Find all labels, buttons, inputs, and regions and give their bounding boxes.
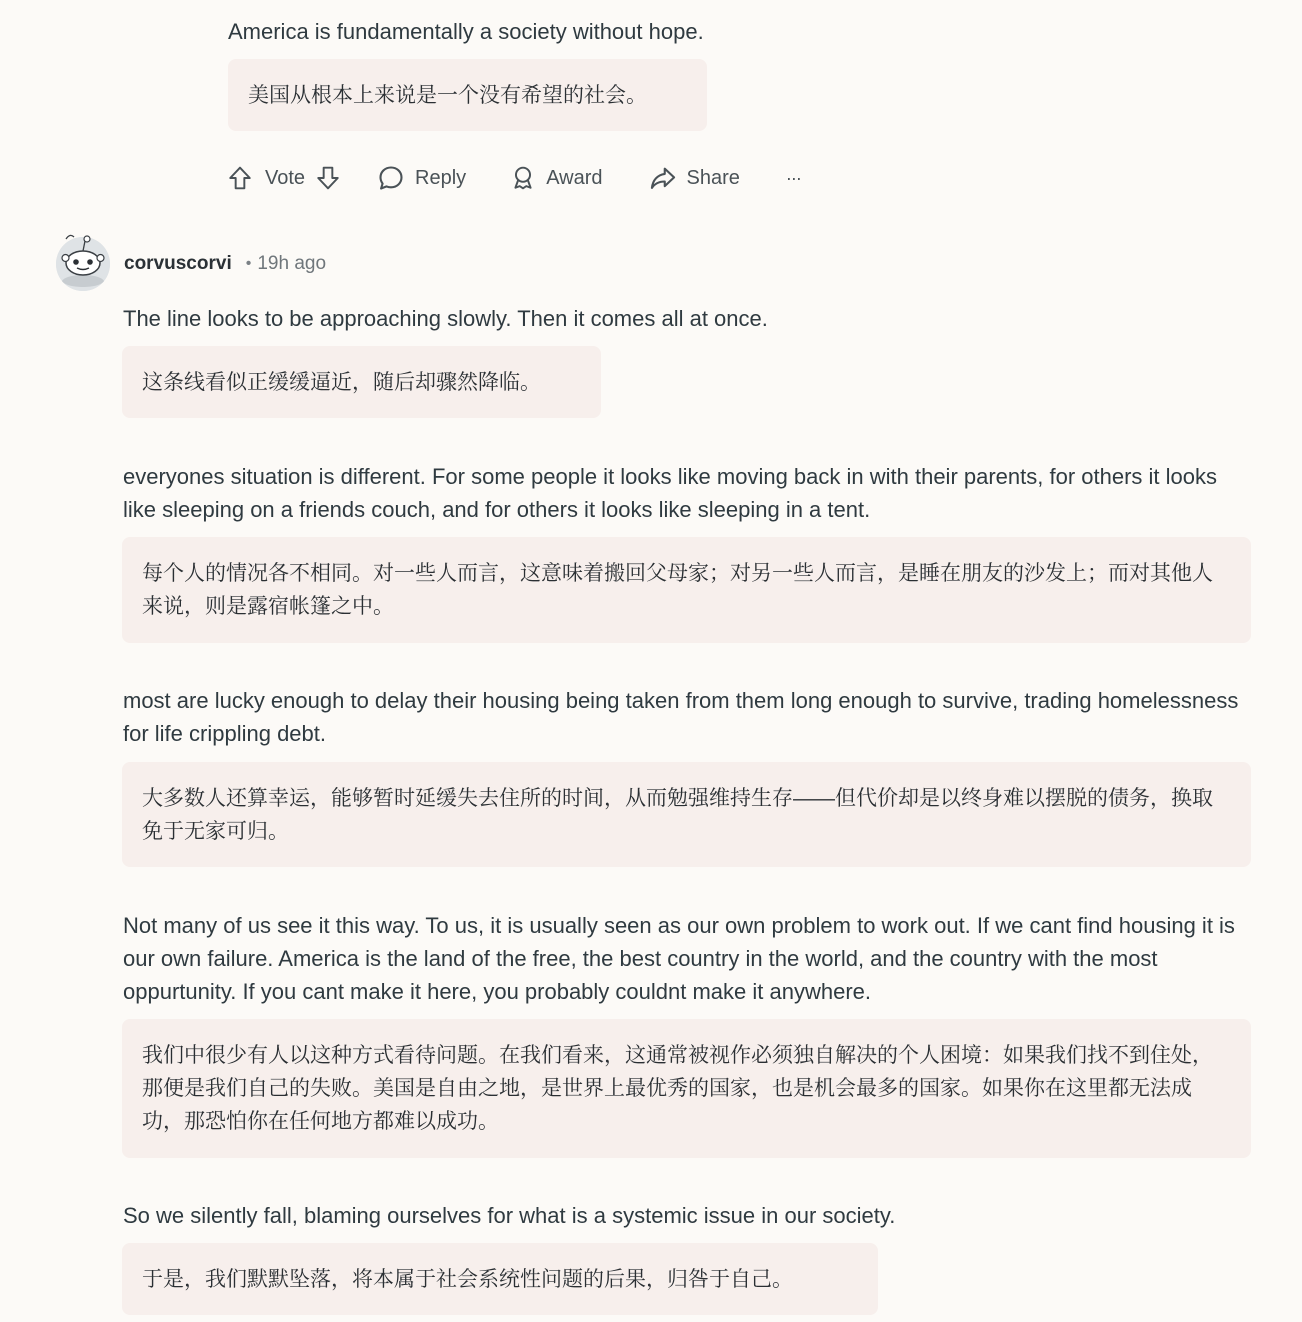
comment-paragraph: So we silently fall, blaming ourselves for what is a systemic issue in our society. — [123, 1203, 896, 1228]
comment-header — [56, 236, 326, 292]
parent-comment-translation — [228, 59, 707, 131]
avatar[interactable] — [56, 237, 110, 291]
translation-block — [122, 346, 601, 418]
translation-block — [122, 537, 1251, 643]
translation-text: 于是，我们默默坠落，将本属于社会系统性问题的后果，归咎于自己。 — [142, 1268, 793, 1291]
share-button[interactable] — [649, 158, 740, 198]
upvote-button[interactable] — [227, 158, 253, 198]
parent-comment-text: America is fundamentally a society without hope. — [228, 19, 704, 44]
award-button[interactable] — [510, 158, 602, 198]
award-label: Award — [546, 166, 603, 189]
snoo-avatar-icon — [56, 231, 110, 291]
translation-block — [122, 1019, 1251, 1158]
speech-bubble-icon — [377, 164, 405, 192]
separator-dot: • — [245, 255, 252, 272]
comment-paragraph: everyones situation is different. For some people it looks like moving back in with their parents, for others it looks like sleeping on a friends couch, and for others it looks like sleeping in a tent. — [123, 464, 1218, 522]
vote-label: Vote — [265, 166, 306, 189]
downvote-button[interactable] — [315, 158, 341, 198]
more-options-icon: ··· — [785, 167, 801, 188]
translation-text: 大多数人还算幸运，能够暂时延缓失去住所的时间，从而勉强维持生存——但代价却是以终身难以摆脱的债务，换取免于无家可归。 — [142, 787, 1213, 843]
translation-text: 我们中很少有人以这种方式看待问题。在我们看来，这通常被视作必须独自解决的个人困境：如果我们找不到住处，那便是我们自己的失败。美国是自由之地，是世界上最优秀的国家，也是机会最多的国家。如果你在这里都无法成功，那恐怕你在任何地方都难以成功。 — [142, 1044, 1213, 1133]
translation-text: 这条线看似正缓缓逼近，随后却骤然降临。 — [142, 371, 541, 394]
translation-block — [122, 1243, 878, 1315]
arrow-up-icon — [227, 165, 253, 191]
more-options-button[interactable] — [786, 158, 801, 198]
arrow-down-icon — [315, 165, 341, 191]
translation-block — [122, 762, 1251, 867]
reply-button[interactable] — [377, 158, 466, 198]
comment-action-bar — [227, 158, 801, 198]
comment-paragraph: The line looks to be approaching slowly. Then it comes all at once. — [123, 306, 768, 331]
share-label: Share — [686, 166, 740, 189]
comment-paragraph: Not many of us see it this way. To us, it is usually seen as our own problem to work out. If we cant find housing it is our own failure. America is the land of the free, the best country in the world, and the country with the most oppurtunity. If you cant make it here, you probably couldnt make it anywhere. — [123, 913, 1235, 1004]
timestamp[interactable]: 19h ago — [257, 253, 327, 274]
translation-text: 每个人的情况各不相同。对一些人而言，这意味着搬回父母家；对另一些人而言，是睡在朋友的沙发上；而对其他人来说，则是露宿帐篷之中。 — [142, 562, 1213, 618]
award-icon — [510, 165, 536, 191]
translation-text: 美国从根本上来说是一个没有希望的社会。 — [248, 84, 647, 107]
reply-label: Reply — [415, 166, 467, 189]
comment-paragraph: most are lucky enough to delay their housing being taken from them long enough to survive, trading homelessness for life crippling debt. — [123, 688, 1239, 746]
share-icon — [649, 164, 677, 192]
username-link[interactable]: corvuscorvi — [124, 253, 232, 274]
